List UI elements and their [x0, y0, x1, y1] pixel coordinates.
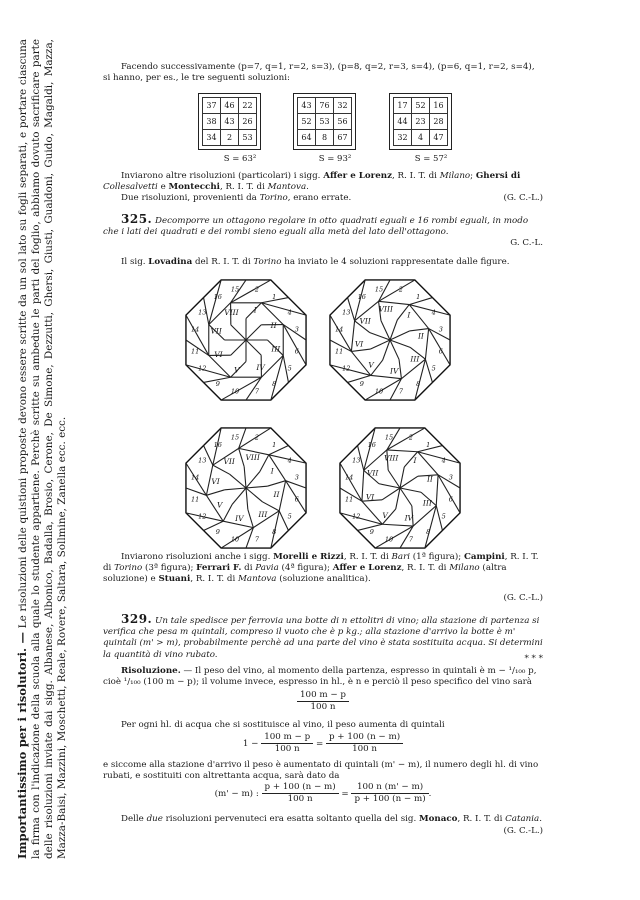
- name: Montecchi: [168, 182, 220, 193]
- name: Affer e Lorenz: [332, 563, 402, 574]
- denominator: p + 100 (n − m): [354, 794, 426, 805]
- dissection-edge: [375, 526, 413, 548]
- dissection-edge: [246, 488, 248, 509]
- octagon-figure-4: [340, 428, 460, 548]
- problem-text: Decomporre un ottagono regolare in otto quadrati eguali e 16 rombi eguali, in modo che i lati dei quadrati e dei rombi sieno eguali alla metà del lato dell'ottagono.: [103, 216, 529, 238]
- dissection-edge: [186, 488, 206, 495]
- figure-label: 12: [198, 512, 207, 521]
- dissection-edge: [225, 488, 246, 490]
- cell: 53: [239, 130, 257, 146]
- figure-label: III: [422, 498, 432, 508]
- text: (4ª figura);: [278, 563, 333, 574]
- denominator: 100 n: [274, 744, 300, 755]
- figure-label: 8: [426, 528, 431, 537]
- text: , R. I. T. di: [457, 814, 506, 824]
- cell: 32: [334, 98, 352, 114]
- denominator: 100 n: [287, 794, 313, 805]
- figure-label: 5: [441, 512, 446, 521]
- paragraph: Per ogni hl. di acqua che si sostituisce al vino, il peso aumenta di quintali: [121, 720, 445, 730]
- name: Stuani: [158, 574, 191, 585]
- figure-label: VI: [214, 350, 223, 360]
- figure-label: 8: [272, 528, 277, 537]
- figure-label: 8: [416, 380, 421, 389]
- figure-label: VII: [366, 468, 379, 478]
- dissection-edge: [246, 340, 261, 355]
- cell: 28: [430, 114, 448, 130]
- dissection-edge: [400, 467, 404, 488]
- text: =: [341, 789, 349, 800]
- numerator: 100 n (m' − m): [351, 782, 428, 794]
- octagon-figure-3: [186, 428, 306, 548]
- dissection-edge: [400, 488, 421, 492]
- figure-label: VII: [210, 326, 222, 336]
- city: Milano: [439, 171, 471, 181]
- figure-label: IV: [256, 363, 265, 373]
- name: Monaco: [419, 814, 458, 824]
- cell: 44: [394, 114, 412, 130]
- figure-label: 8: [272, 380, 277, 389]
- dissection-edge: [239, 448, 244, 466]
- text: Inviarono risoluzioni anche i sigg.: [121, 552, 274, 562]
- figure-label: 9: [369, 528, 374, 537]
- figure-label: 3: [448, 473, 453, 482]
- cell: 37: [203, 98, 221, 114]
- figure-label: 14: [345, 473, 354, 482]
- intro-paragraph: Facendo successivamente (p=7, q=1, r=2, s=3), (p=8, q=2, r=3, s=4), (p=6, q=1, r=2, s=4), si hanno, per es., le tre seguenti soluzioni:: [103, 62, 535, 84]
- dissection-edge: [231, 340, 246, 355]
- figure-label: II: [417, 331, 424, 341]
- cell: 56: [334, 114, 352, 130]
- cell: 43: [298, 98, 316, 114]
- dissection-edge: [379, 484, 400, 488]
- figure-label: 15: [374, 285, 384, 294]
- figure-label: 16: [213, 440, 222, 449]
- dissection-edge: [246, 528, 253, 548]
- figure-label: 12: [198, 364, 207, 373]
- text: di: [241, 563, 256, 574]
- text: , erano errate.: [287, 193, 352, 203]
- text: del R. I. T. di: [192, 257, 254, 267]
- figure-label: II: [270, 320, 277, 330]
- name: Ghersi di: [475, 171, 521, 181]
- dissection-edge: [204, 521, 224, 530]
- dissection-edge: [351, 349, 370, 351]
- dissection-edge: [246, 377, 261, 400]
- city: Bari: [391, 552, 411, 562]
- figure-label: 4: [441, 456, 446, 465]
- text: (1ª figura);: [410, 552, 464, 562]
- signature: (G. C.-L.): [503, 593, 543, 603]
- figure-label: 15: [230, 433, 240, 442]
- text: , R. I. T. di: [219, 182, 268, 193]
- city: Torino: [114, 563, 143, 574]
- figure-label: V: [234, 365, 240, 375]
- numerator: p + 100 (n − m): [262, 782, 339, 794]
- dissection-edge: [409, 305, 428, 329]
- cell: 4: [412, 130, 430, 146]
- dissection-edge: [425, 329, 428, 360]
- cell: 52: [412, 98, 430, 114]
- figure-label: 11: [345, 495, 354, 504]
- name: Morelli e Rizzi: [273, 552, 344, 562]
- figure-label: 2: [254, 433, 260, 442]
- numerator: 100 m − p: [261, 732, 313, 744]
- figure-label: 12: [342, 364, 351, 373]
- cell: 17: [394, 98, 412, 114]
- city: Mantova: [238, 574, 277, 585]
- figure-label: 11: [191, 495, 200, 504]
- figure-label: III: [271, 344, 281, 354]
- square-2-caption: S = 93²: [318, 154, 352, 164]
- city: Torino: [253, 257, 282, 267]
- name: Lovadina: [148, 257, 193, 267]
- city: Pavia: [255, 563, 279, 574]
- octagon-figure-1: [186, 280, 306, 400]
- cell: 46: [221, 98, 239, 114]
- cell: 23: [412, 114, 430, 130]
- cell: 34: [203, 130, 221, 146]
- name: Ferrari F.: [196, 563, 242, 574]
- cell: 22: [239, 98, 257, 114]
- text: .: [539, 814, 542, 824]
- city: Catania: [505, 814, 540, 824]
- figure-label: 9: [215, 528, 220, 537]
- figure-label: I: [413, 456, 417, 466]
- dissection-edge: [396, 488, 400, 509]
- figure-label: 12: [352, 512, 361, 521]
- text: risoluzioni pervenuteci era esatta soltanto quella del sig.: [162, 814, 420, 824]
- figure-label: I: [407, 310, 411, 320]
- figure-label: II: [426, 474, 433, 484]
- figure-label: 5: [287, 364, 292, 373]
- text: .: [306, 182, 309, 193]
- separator-stars: * * *: [524, 654, 543, 664]
- dissection-edge: [279, 481, 285, 511]
- figure-label: 10: [384, 535, 394, 544]
- cell: 26: [239, 114, 257, 130]
- dissection-edge: [246, 472, 260, 488]
- dissection-edge: [413, 506, 436, 526]
- figure-label: 7: [408, 535, 414, 544]
- cell: 64: [298, 130, 316, 146]
- text: , R. I. T. di: [103, 552, 539, 574]
- dissection-edge: [409, 298, 432, 305]
- figure-label: VIII: [224, 307, 239, 317]
- dissection-edge: [213, 465, 230, 474]
- figure-label: 14: [335, 325, 344, 334]
- cell: 47: [430, 130, 448, 146]
- city: Torino: [259, 193, 288, 203]
- figure-label: 2: [408, 433, 414, 442]
- text: Delle: [121, 814, 147, 824]
- name: Campini: [463, 552, 505, 562]
- figure-label: VI: [365, 492, 375, 502]
- signature: (G. C.-L.): [503, 826, 543, 836]
- dissection-edge: [260, 455, 269, 472]
- figure-label: 13: [198, 308, 207, 317]
- dissection-edge: [400, 488, 412, 506]
- cell: 43: [221, 114, 239, 130]
- dissection-edge: [246, 325, 261, 340]
- figure-label: III: [258, 509, 268, 519]
- dissection-edge: [418, 452, 438, 475]
- dissection-edge: [246, 486, 267, 488]
- text: Inviarono altre risoluzioni (particolari) i sigg.: [121, 171, 324, 181]
- figure-label: 3: [294, 473, 299, 482]
- figure-label: VIII: [245, 453, 260, 463]
- figure-label: 11: [191, 347, 200, 356]
- figure-label: 10: [374, 387, 384, 396]
- dissection-edge: [399, 359, 401, 378]
- dissection-edge: [206, 490, 224, 495]
- figure-label: 1: [272, 440, 277, 449]
- square-3-caption: S = 57²: [414, 154, 448, 164]
- solution-label: Risoluzione.: [121, 666, 181, 676]
- dissection-edge: [244, 467, 246, 488]
- figure-label: VII: [223, 457, 235, 467]
- problem-number: 329.: [121, 612, 153, 626]
- dissection-edge: [382, 488, 400, 500]
- figure-label: 5: [431, 364, 436, 373]
- dissection-edge: [248, 509, 253, 527]
- dissection-edge: [223, 504, 232, 521]
- figure-label: V: [217, 500, 223, 510]
- dissection-edge: [400, 476, 418, 488]
- figure-label: 4: [431, 308, 436, 317]
- figure-label: VI: [354, 339, 364, 349]
- dissection-edge: [286, 481, 306, 488]
- figure-label: III: [410, 354, 420, 364]
- cell: 16: [430, 98, 448, 114]
- text: .: [428, 789, 432, 800]
- dissection-edge: [362, 501, 382, 524]
- figure-label: 1: [426, 440, 431, 449]
- figure-label: 2: [398, 285, 404, 294]
- figure-label: 2: [254, 285, 260, 294]
- dissection-edge: [371, 375, 402, 378]
- figure-label: 4: [287, 456, 292, 465]
- cell: 8: [316, 130, 334, 146]
- figure-label: VII: [359, 316, 371, 326]
- figure-label: 6: [438, 347, 443, 356]
- text: , R. I. T. di: [401, 563, 450, 574]
- figure-label: I: [253, 305, 257, 315]
- figure-label: 4: [287, 308, 292, 317]
- figure-label: IV: [235, 513, 244, 523]
- figure-label: 3: [294, 325, 299, 334]
- figure-label: VIII: [378, 304, 393, 314]
- figure-label: 13: [352, 456, 361, 465]
- figure-label: 14: [191, 325, 200, 334]
- figure-label: 15: [230, 285, 240, 294]
- dissection-edge: [230, 474, 246, 488]
- figure-label: I: [270, 466, 274, 476]
- text: , R. I. T. di: [392, 171, 440, 181]
- emphasis: due: [146, 814, 163, 824]
- figure-label: 6: [294, 495, 299, 504]
- figure-label: VI: [211, 476, 220, 486]
- figure-label: IV: [404, 513, 413, 523]
- cell: 32: [394, 130, 412, 146]
- text: =: [315, 739, 324, 750]
- dissection-edge: [388, 470, 400, 488]
- figure-label: 14: [191, 473, 200, 482]
- signature: (G. C.-L.): [503, 193, 543, 203]
- city: Collesalvetti: [103, 182, 158, 193]
- figure-label: 13: [198, 456, 207, 465]
- figure-label: 7: [254, 535, 260, 544]
- dissection-edge: [231, 325, 246, 340]
- city: Milano: [449, 563, 480, 574]
- problem-number: 325.: [121, 212, 153, 226]
- figure-label: II: [273, 490, 280, 500]
- octagon-figure-2: [330, 280, 450, 400]
- sidebar-text: Le risoluzioni delle quistioni proposte devono essere scritte da un sol lato su fogli separati, e portare ciascuna la firma con l'indicazione della scuola alla quale lo studente appartiene. Perchè scritte su ambedue le parti del foglio, abbiamo dovuto sacrificare parte delle risoluzioni inviate dai sigg. Albanese, Albonico, Badalla, Brosio, Cerone, De Simone, Dezzutti, Ghersi, Giusti, Gualdoni, Guido, Magaldi, Mazza, Mazza-Baisi, Mazzini, Moschetti, Reale, Rovere, Saltara, Sollmine, Zanella ecc. ecc.: [17, 39, 68, 859]
- figure-label: 6: [448, 495, 453, 504]
- figure-label: VIII: [384, 453, 399, 463]
- text: , R. I. T. di: [343, 552, 392, 562]
- dissection-edge: [239, 428, 246, 448]
- figure-label: 10: [230, 535, 240, 544]
- dissection-edge: [387, 450, 418, 452]
- cell: 76: [316, 98, 334, 114]
- text: — Il peso del vino, al momento della partenza, espresso in quintali è m − ¹/₁₀₀ p, cioè ¹/₁₀₀ (100 m − p); il volume invece, espresso in hl., è n e perciò il peso specifico del vino sarà: [103, 666, 537, 688]
- text: (3ª figura);: [142, 563, 197, 574]
- paragraph: e siccome alla stazione d'arrivo il peso è aumentato di quintali (m' − m), il numero degli hl. di vino rubati, e sostituiti con altrettanta acqua, sarà dato da: [103, 760, 539, 782]
- figure-label: V: [382, 510, 388, 520]
- figure-label: 10: [230, 387, 240, 396]
- figure-label: 11: [335, 347, 344, 356]
- text: e: [157, 182, 169, 193]
- figure-label: 9: [215, 380, 220, 389]
- cell: 52: [298, 114, 316, 130]
- text: Il sig.: [121, 257, 149, 267]
- figure-label: 1: [416, 292, 421, 301]
- text: 1 −: [242, 739, 259, 750]
- figure-label: 7: [254, 387, 260, 396]
- figure-label: 15: [384, 433, 394, 442]
- text: , R. I. T. di: [190, 574, 238, 585]
- figure-label: 6: [294, 347, 299, 356]
- text: ha inviato le 4 soluzioni rappresentate dalle figure.: [281, 257, 510, 267]
- numerator: p + 100 (n − m): [326, 732, 403, 744]
- cell: 67: [334, 130, 352, 146]
- city: Mantova: [267, 182, 307, 193]
- text: Due risoluzioni, provenienti da: [121, 193, 260, 203]
- text: (m' − m) :: [214, 789, 259, 800]
- denominator: 100 n: [310, 702, 336, 713]
- figure-label: 16: [357, 292, 366, 301]
- problem-text: Un tale spedisce per ferrovia una botte di n ettolitri di vino; alla stazione di partenza si verifica che pesa m quintali, compreso il vuoto che è p kg.; alla stazione d'arrivo la botte è m' quintali (m' > m), probabilmente perchè ad una parte del vino è stata sostituita acqua. Si determini la quantità di vino rubato.: [103, 616, 543, 660]
- cell: 53: [316, 114, 334, 130]
- figure-label: 1: [272, 292, 277, 301]
- dissection-edge: [382, 524, 413, 526]
- dissection-edge: [362, 470, 364, 501]
- dissection-edge: [246, 488, 262, 502]
- sidebar-heading: Importantissimo per i risolutori. —: [15, 632, 29, 859]
- figure-label: 9: [359, 380, 364, 389]
- numerator: 100 m − p: [297, 690, 349, 702]
- dissection-edge: [232, 488, 246, 504]
- figure-label: 13: [342, 308, 351, 317]
- dissection-edge: [267, 481, 285, 486]
- figure-label: 3: [438, 325, 443, 334]
- cell: 38: [203, 114, 221, 130]
- figure-label: IV: [390, 366, 399, 376]
- figure-label: 7: [398, 387, 404, 396]
- figure-label: 16: [213, 292, 222, 301]
- denominator: 100 n: [352, 744, 378, 755]
- figure-label: 5: [287, 512, 292, 521]
- text: ;: [470, 171, 476, 181]
- text: (soluzione analitica).: [276, 574, 371, 585]
- cell: 2: [221, 130, 239, 146]
- text: (altra soluzione) e: [103, 563, 507, 585]
- figure-label: V: [368, 360, 374, 370]
- name: Affer e Lorenz: [323, 171, 393, 181]
- dissection-edge: [436, 475, 438, 506]
- signature: G. C.-L.: [510, 238, 543, 248]
- square-1-caption: S = 63²: [223, 154, 257, 164]
- figure-label: 16: [367, 440, 376, 449]
